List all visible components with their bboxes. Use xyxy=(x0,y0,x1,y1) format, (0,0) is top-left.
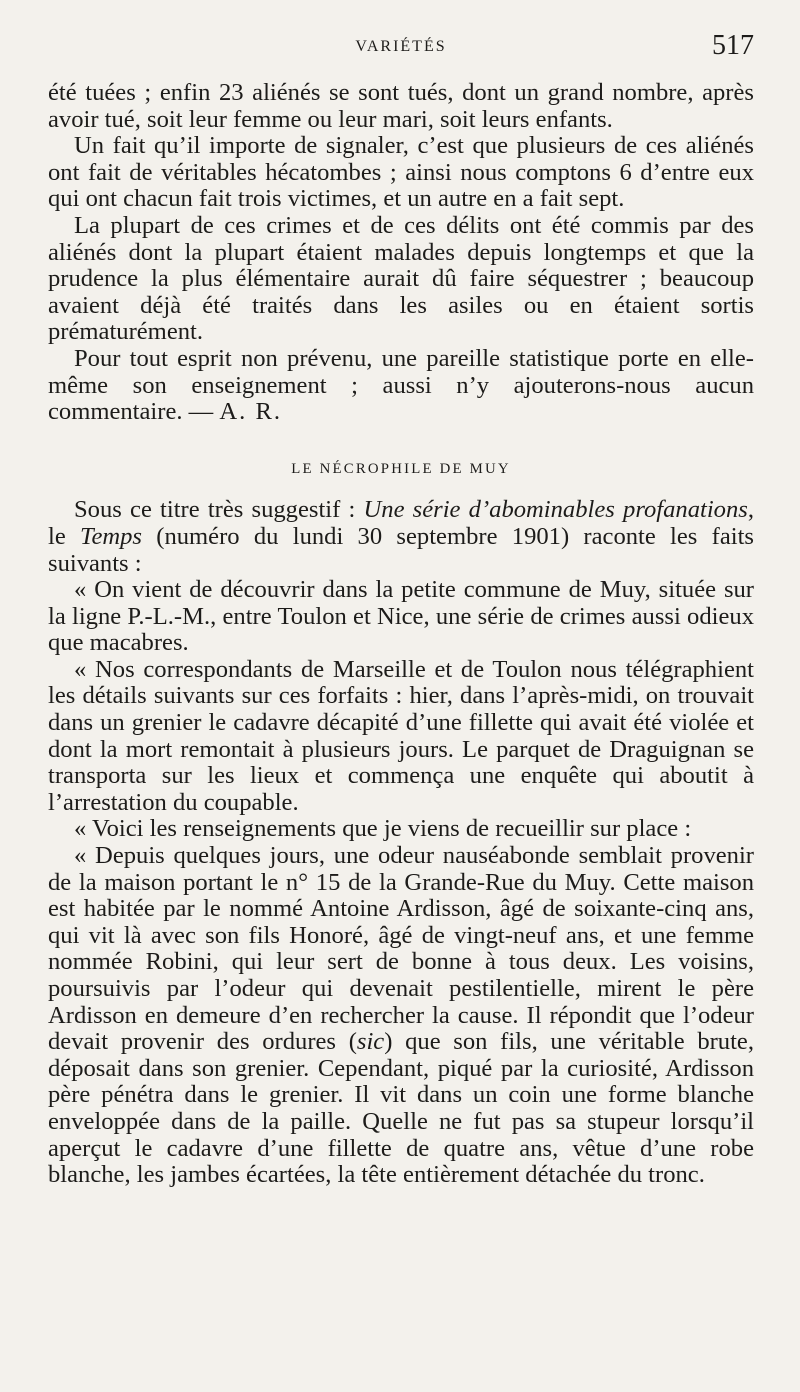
quote-paragraph-correspondents: « Nos correspondants de Marseille et de Toulon nous télégraphient les détails suivants sur ces forfaits : hier, dans l’après-midi, on trouvait dans un grenier le cadavre décapité d’une fillette qui avait été violée et dont la mort remontait à plusieurs jours. Le parquet de Draguignan se transporta sur les lieux et commença une enquête qui aboutit à l’arrestation du coupable. xyxy=(48,655,754,816)
paragraph-conclusion xyxy=(48,346,754,426)
section-title: LE NÉCROPHILE DE MUY xyxy=(291,460,511,477)
quote-paragraph-information: « Voici les renseignements que je viens de recueillir sur place : xyxy=(74,815,692,843)
intro-tail: (numéro du lundi 30 septembre 1901) raconte les faits suivants : xyxy=(48,522,754,577)
quote-paragraph-discovery: « On vient de découvrir dans la petite commune de Muy, située sur la ligne P.-L.-M., entre Toulon et Nice, une série de crimes aussi odieux que macabres. xyxy=(48,576,754,657)
paragraph-hecatombes: Un fait qu’il importe de signaler, c’est que plusieurs de ces aliénés ont fait de véritables hécatombes ; ainsi nous comptons 6 d’entre eux qui ont chacun fait trois victimes, et un autre en a fait sept. xyxy=(48,132,754,213)
odor-text-part1: « Depuis quelques jours, une odeur nauséabonde semblait provenir de la maison portant le n° 15 de la Grande-Rue du Muy. Cette maison est habitée par le nommé Antoine Ardisson, âgé de soixante-cinq ans, qui vit là avec son fils Honoré, âgé de vingt-neuf ans, et une femme nommée Robini, qui leur sert de bonne à tous deux. Les voisins, poursuivis par l’odeur qui devenait pestilentielle, mirent le père Ardisson en demeure d’en rechercher la cause. Il répondit que l’odeur devait provenir des ordures ( xyxy=(48,842,754,1056)
paragraph-continuation: été tuées ; enfin 23 aliénés se sont tués, dont un grand nombre, après avoir tué, soit leur femme ou leur mari, soit leurs enfants. xyxy=(48,79,754,133)
sic-note: sic xyxy=(356,1028,385,1056)
running-head xyxy=(48,30,754,62)
odor-text-part2: ) que son fils, une véritable brute, déposait dans son grenier. Cependant, piqué par la curiosité, Ardisson père pénétra dans le grenier. Il vit dans un coin une forme blanche enveloppée dans de la paille. Quelle ne fut pas sa stupeur lorsqu’il aperçut le cadavre d’une fillette de quatre ans, vêtue d’une robe blanche, les jambes écartées, la tête entièrement détachée du tronc. xyxy=(48,1028,754,1189)
running-title: VARIÉTÉS xyxy=(355,38,447,55)
conclusion-text: Pour tout esprit non prévenu, une pareille statistique porte en elle-même son enseignement ; aussi n’y ajouterons-nous aucun commentaire. — xyxy=(48,344,754,426)
newspaper-name: Temps xyxy=(80,522,142,550)
paragraph-crimes: La plupart de ces crimes et de ces délits ont été commis par des aliénés dont la plupart étaient malades depuis longtemps et que la prudence la plus élémentaire aurait dû faire séquestrer ; beaucoup avaient déjà été traités dans les asiles ou en étaient sortis prématurément. xyxy=(48,211,754,346)
paragraph-intro xyxy=(48,497,754,577)
author-signature: A. R. xyxy=(219,398,283,426)
body-text xyxy=(48,80,754,1189)
intro-lead: Sous ce titre très suggestif : xyxy=(74,496,364,524)
intro-middle: , le xyxy=(48,496,754,550)
page-number: 517 xyxy=(712,30,754,61)
quote-paragraph-odor xyxy=(48,843,754,1189)
quoted-article-title: Une série d’abominables profanations xyxy=(363,496,748,524)
